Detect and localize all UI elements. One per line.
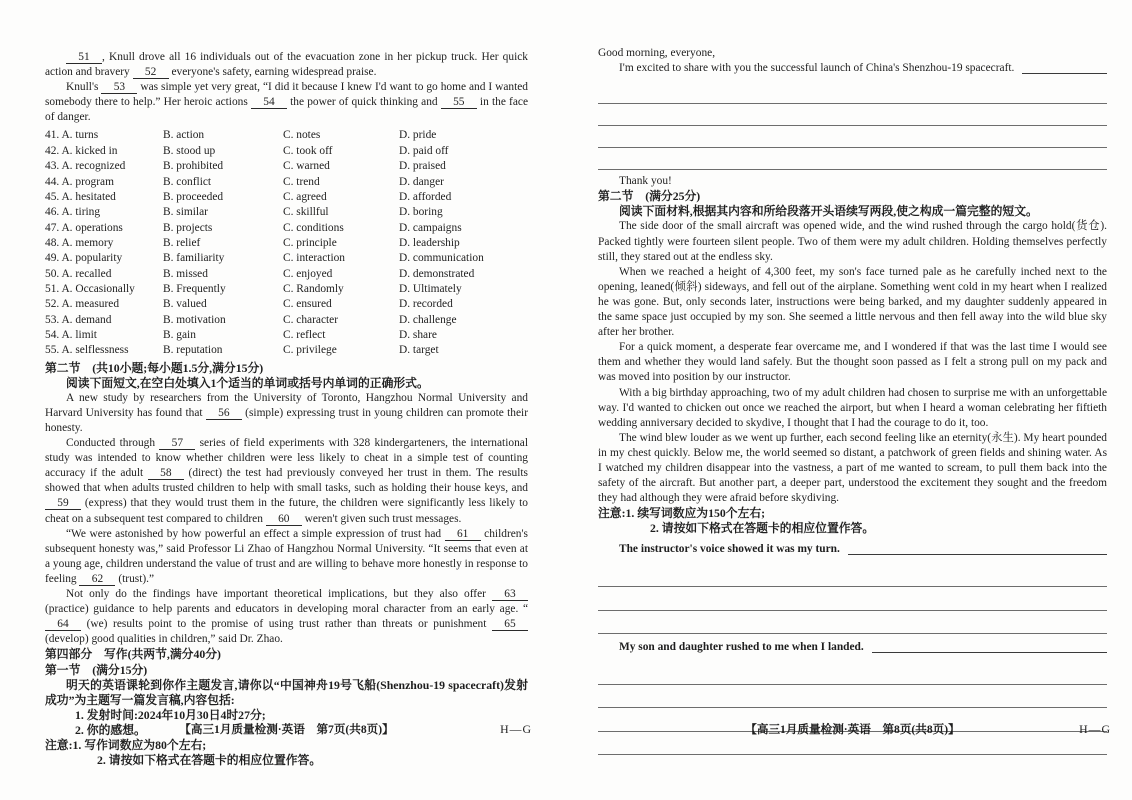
section-heading: 第二节 (满分25分) [598,189,701,204]
option-b: B. missed [163,267,208,280]
option-c: C. ensured [283,298,332,311]
writing-line [598,685,1107,709]
cloze-blank: 55 [441,96,477,109]
option-d: D. campaigns [399,221,462,234]
option-a: 53. A. demand [45,313,112,326]
option-b: B. action [163,129,205,142]
option-d: D. paid off [399,144,449,157]
paper-code: H—G [1079,722,1111,736]
option-c: C. trend [283,175,320,188]
answer-writing-lines [598,661,1107,755]
writing-line [598,611,1107,635]
option-row [45,221,528,236]
option-a: 44. A. program [45,175,114,188]
speech-closing: Thank you! [619,175,672,188]
cloze-blank: 57 [159,437,195,450]
part-heading: 第四部分 写作(共两节,满分40分) [45,647,221,662]
note-line: 注意:1. 续写词数应为150个左右; [598,506,766,521]
passage-paragraph: Conducted through 57 series of field experiments with 328 kindergarteners, the international study was intended to know whether children were less likely to cheat in a simple test of counting accuracy if the adult 58 (direct) the test had previously conveyed her trust in them. The results showed that when adults trusted children to help with small tasks, such as holding their house keys, and 59 (express) that they would trust them in the future, the children were significantly less likely to cheat on a subsequent test compared to children 60 weren't given such trust messages. [45,437,528,525]
option-a: 42. A. kicked in [45,144,118,157]
option-c: C. interaction [283,252,345,265]
option-c: C. character [283,313,339,326]
option-c: C. warned [283,160,330,173]
story-paragraph: The side door of the small aircraft was opened wide, and the wind rushed through the cargo hold(货仓). Packed tightly were fourteen silent people. Two of them were my adult children. Holding themselves perfectly still, they stared out at the endless sky. [598,220,1107,263]
cloze-blank: 64 [45,618,81,631]
option-d: D. challenge [399,313,457,326]
option-d: D. afforded [399,190,452,203]
option-b: B. similar [163,206,208,219]
option-a: 50. A. recalled [45,267,112,280]
writing-line [598,564,1107,588]
footer-text: 【高三1月质量检测·英语 第8页(共8页)】 [745,723,960,736]
story-paragraph: With a big birthday approaching, two of my adult children had chosen to surprise me with an unforgettable way. I'd wanted to chicken out once we reached the airport, but when I heard a woman celebrating her fiftieth wedding anniversary decided to skydive, I thought that I had the courage to do it, too. [598,386,1107,429]
option-c: C. reflect [283,328,326,341]
option-c: C. took off [283,144,333,157]
option-c: C. agreed [283,190,327,203]
continuation-lead: The instructor's voice showed it was my turn. [619,543,840,556]
footer-text: 【高三1月质量检测·英语 第7页(共8页)】 [179,723,394,736]
cloze-blank: 63 [492,588,528,601]
option-b: B. valued [163,298,207,311]
option-c: C. privilege [283,344,337,357]
option-row [45,251,528,266]
option-d: D. share [399,328,437,341]
option-d: D. praised [399,160,446,173]
option-row [45,267,528,282]
note-line: 2. 请按如下格式在答题卡的相应位置作答。 [650,521,875,536]
option-b: B. stood up [163,144,216,157]
option-row [45,313,528,328]
option-b: B. gain [163,328,196,341]
writing-line [598,587,1107,611]
cloze-blank: 59 [45,497,81,510]
continuation-lead: My son and daughter rushed to me when I landed. [619,641,864,654]
option-d: D. demonstrated [399,267,475,280]
page-footer [45,721,532,737]
section-instruction: 阅读下面短文,在空白处填入1个适当的单词或括号内单词的正确形式。 [66,375,429,390]
option-c: C. enjoyed [283,267,333,280]
option-c: C. notes [283,129,321,142]
option-a: 48. A. memory [45,236,114,249]
writing-line [598,104,1107,126]
section-heading: 第一节 (满分15分) [45,662,148,677]
option-a: 52. A. measured [45,298,120,311]
answer-blank-line [1022,61,1107,74]
task-point: 1. 发射时间:2024年10月30日4时27分; [75,707,266,722]
cloze-blank: 54 [251,96,287,109]
passage-paragraph: A new study by researchers from the University of Toronto, Hangzhou Normal University and Harvard University has found that 56 (simple) expressing trust in young children can promote their honesty. [45,391,528,434]
option-row [45,328,528,343]
note-line: 2. 请按如下格式在答题卡的相应位置作答。 [97,753,322,768]
answer-blank-line [848,542,1107,555]
option-d: D. pride [399,129,437,142]
page-8 [598,0,1111,800]
speech-salutation: Good morning, everyone, [598,47,716,59]
option-row [45,128,528,143]
cloze-paragraph: 51 , Knull drove all 16 individuals out of the evacuation zone in her pickup truck. Her quick action and bravery 52 everyone's safety, earning widespread praise. [45,51,528,79]
story-paragraph: For a quick moment, a desperate fear overcame me, and I wondered if that was the last time I would see them and whether they would land safely. But the thought soon passed as I felt a strong pull on my pack and was moved into position by our instructor. [598,341,1107,384]
option-row [45,190,528,205]
option-b: B. reputation [163,344,223,357]
option-c: C. principle [283,236,337,249]
story-paragraph: The wind blew louder as we went up further, each second feeling like an eternity(永生). My heart pounded in my chest quickly. Below me, the world seemed so distant, a patchwork of green fields and shining water. As I watched my children disappear into the vastness, a part of me wanted to scream, to pull them back into the safety of the aircraft. But another part, a deeper part, understood the excitement they sought and the freedom they had although they were afraid before skydiving. [598,431,1107,505]
writing-line [598,661,1107,685]
option-d: D. target [399,344,439,357]
cloze-blank: 61 [445,528,481,541]
cloze-options-table [45,128,528,358]
writing-task-prompt: 明天的英语课轮到你作主题发言,请你以“中国神舟19号飞船(Shenzhou-19 spacecraft)发射成功”为主题写一篇发言稿,内容包括: [45,677,528,707]
option-a: 43. A. recognized [45,160,126,173]
option-a: 41. A. turns [45,129,99,142]
cloze-blank: 62 [79,573,115,586]
option-b: B. prohibited [163,160,224,173]
page-7 [45,0,532,800]
option-b: B. Frequently [163,282,226,295]
option-c: C. conditions [283,221,344,234]
option-b: B. conflict [163,175,212,188]
story-paragraph: When we reached a height of 4,300 feet, my son's face turned pale as he carefully inched next to the opening, leaned(倾斜) sideways, and fell out of the airplane. Something went cold in my heart when I realized he was gone. But, only seconds later, instructions were being barked, and my daughter suddenly appeared in the same space just occupied by my son. She seemed a little nervous and then fell away into the wild blue sky after her brother. [598,265,1107,339]
cloze-blank: 58 [148,467,184,480]
answer-blank-line [872,640,1107,653]
paper-code: H—G [500,722,532,736]
option-c: C. skillful [283,206,329,219]
option-c: C. Randomly [283,282,344,295]
writing-line [598,148,1107,170]
option-d: D. communication [399,252,484,265]
option-row [45,236,528,251]
option-a: 46. A. tiring [45,206,101,219]
option-row [45,343,528,358]
option-d: D. Ultimately [399,282,462,295]
option-row [45,175,528,190]
continuation-prompt-2 [598,640,1107,655]
answer-writing-lines [598,564,1107,635]
option-d: D. recorded [399,298,453,311]
option-a: 55. A. selflessness [45,344,129,357]
note-line: 注意:1. 写作词数应为80个左右; [45,737,207,752]
option-row [45,144,528,159]
cloze-blank: 60 [266,513,302,526]
option-a: 54. A. limit [45,328,97,341]
passage-paragraph: “We were astonished by how powerful an effect a simple expression of trust had 61 children's subsequent honesty was,” said Professor Li Zhao of Hangzhou Normal University. “It seems that even at a young age, children understand the value of trust and are willing to behave more honestly in response to feeling 62 (trust).” [45,527,528,585]
option-b: B. relief [163,236,201,249]
opening-text: I'm excited to share with you the successful launch of China's Shenzhou-19 spacecraft. [619,62,1015,75]
speech-opening-line [598,61,1107,76]
section-heading: 第二节 (共10小题;每小题1.5分,满分15分) [45,360,264,375]
cloze-blank: 53 [101,81,137,94]
option-row [45,282,528,297]
option-b: B. familiarity [163,252,225,265]
option-a: 47. A. operations [45,221,123,234]
page-footer [598,721,1111,737]
section-instruction: 阅读下面材料,根据其内容和所给段落开头语续写两段,使之构成一篇完整的短文。 [619,204,1038,219]
option-row [45,297,528,312]
option-b: B. proceeded [163,190,224,203]
option-row [45,205,528,220]
option-a: 45. A. hesitated [45,190,116,203]
option-row [45,159,528,174]
option-d: D. boring [399,206,443,219]
task-point: 2. 你的感想。 [75,722,146,737]
answer-writing-lines [598,82,1107,170]
option-a: 51. A. Occasionally [45,282,135,295]
option-b: B. motivation [163,313,226,326]
passage-paragraph: Not only do the findings have important theoretical implications, but they also offer 63 (practice) guidance to help parents and educators in developing moral character from an early age. “64 (we) results point to the promise of using trust rather than threats or punishment 65 (develop) good qualities in children,” said Dr. Zhao. [45,588,528,646]
writing-line [598,82,1107,104]
option-d: D. leadership [399,236,460,249]
continuation-prompt-1 [598,542,1107,557]
cloze-blank: 52 [133,66,169,79]
cloze-blank: 56 [206,407,242,420]
cloze-blank: 51 [66,51,102,64]
writing-line [598,126,1107,148]
cloze-blank: 65 [492,618,528,631]
option-b: B. projects [163,221,213,234]
option-a: 49. A. popularity [45,252,123,265]
option-d: D. danger [399,175,444,188]
cloze-paragraph: Knull's 53 was simple yet very great, “I did it because I knew I'd want to go home and I wanted somebody there to help.” Her heroic actions 54 the power of quick thinking and 55 in the face of danger. [45,81,529,124]
